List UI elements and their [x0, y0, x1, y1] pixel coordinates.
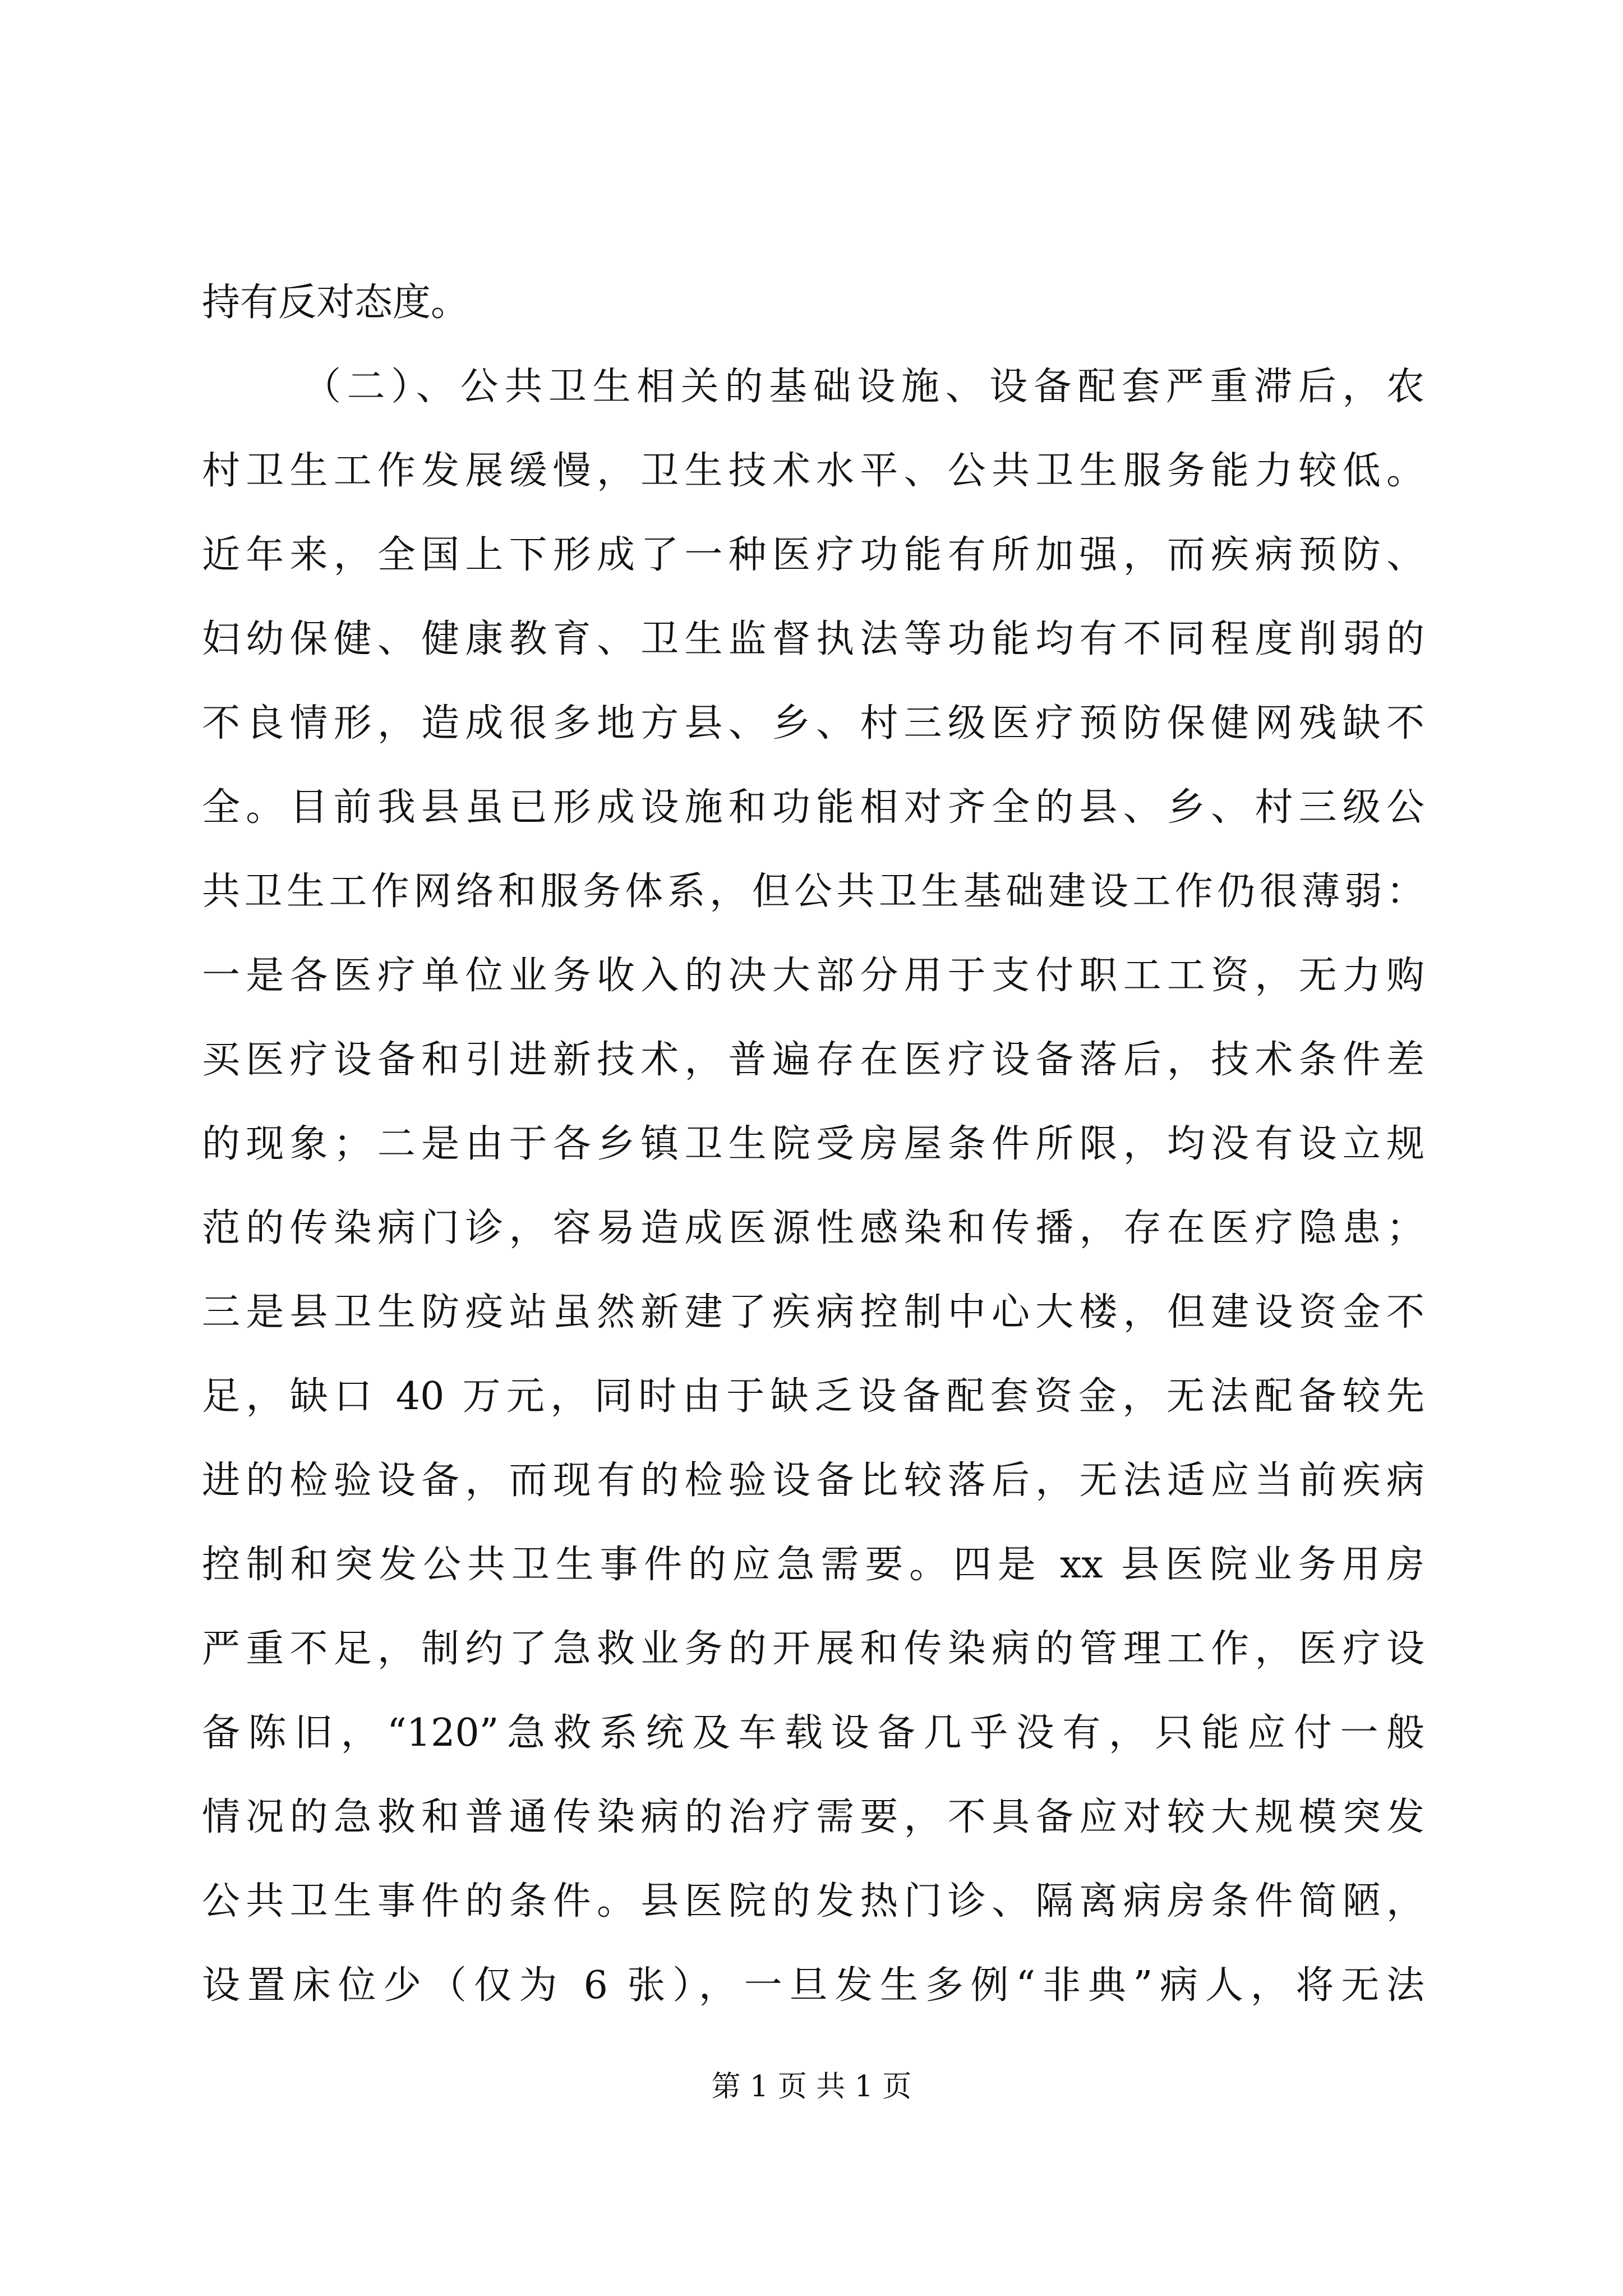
- text-line-11: 的现象；二是由于各乡镇卫生院受房屋条件所限，均没有设立规: [202, 1122, 1424, 1166]
- text-line-13: 三是县卫生防疫站虽然新建了疾病控制中心大楼，但建设资金不: [202, 1290, 1424, 1335]
- text-line-19: 情况的急救和普通传染病的治疗需要，不具备应对较大规模突发: [202, 1795, 1424, 1839]
- text-line-16: 控制和突发公共卫生事件的应急需要。四是 xx 县医院业务用房: [202, 1543, 1424, 1587]
- text-line-20: 公共卫生事件的条件。县医院的发热门诊、隔离病房条件简陋，: [202, 1879, 1424, 1924]
- text-line-17: 严重不足，制约了急救业务的开展和传染病的管理工作，医疗设: [202, 1627, 1424, 1671]
- text-line-4: 近年来，全国上下形成了一种医疗功能有所加强，而疾病预防、: [202, 533, 1424, 577]
- text-line-12: 范的传染病门诊，容易造成医源性感染和传播，存在医疗隐患；: [202, 1206, 1424, 1250]
- text-line-7: 全。目前我县虽已形成设施和功能相对齐全的县、乡、村三级公: [202, 785, 1424, 830]
- page-footer: 第 1 页 共 1 页: [711, 2070, 912, 2104]
- text-line-18: 备陈旧，“120”急救系统及车载设备几乎没有，只能应付一般: [202, 1711, 1424, 1755]
- text-line-9: 一是各医疗单位业务收入的决大部分用于支付职工工资，无力购: [202, 954, 1424, 998]
- text-line-21: 设置床位少（仅为 6 张），一旦发生多例“非典”病人，将无法: [202, 1963, 1424, 2008]
- text-line-8: 共卫生工作网络和服务体系，但公共卫生基础建设工作仍很薄弱：: [202, 869, 1424, 914]
- text-line-15: 进的检验设备，而现有的检验设备比较落后，无法适应当前疾病: [202, 1458, 1424, 1503]
- text-line-5: 妇幼保健、健康教育、卫生监督执法等功能均有不同程度削弱的: [202, 617, 1424, 661]
- text-line-14: 足，缺口 40 万元，同时由于缺乏设备配套资金，无法配备较先: [202, 1374, 1424, 1419]
- text-line-2: （二）、公共卫生相关的基础设施、设备配套严重滞后，农: [303, 365, 1424, 409]
- text-line-1: 持有反对态度。: [202, 280, 469, 325]
- text-line-3: 村卫生工作发展缓慢，卫生技术水平、公共卫生服务能力较低。: [202, 449, 1424, 493]
- text-line-10: 买医疗设备和引进新技术，普遍存在医疗设备落后，技术条件差: [202, 1038, 1424, 1082]
- text-line-6: 不良情形，造成很多地方县、乡、村三级医疗预防保健网残缺不: [202, 701, 1424, 746]
